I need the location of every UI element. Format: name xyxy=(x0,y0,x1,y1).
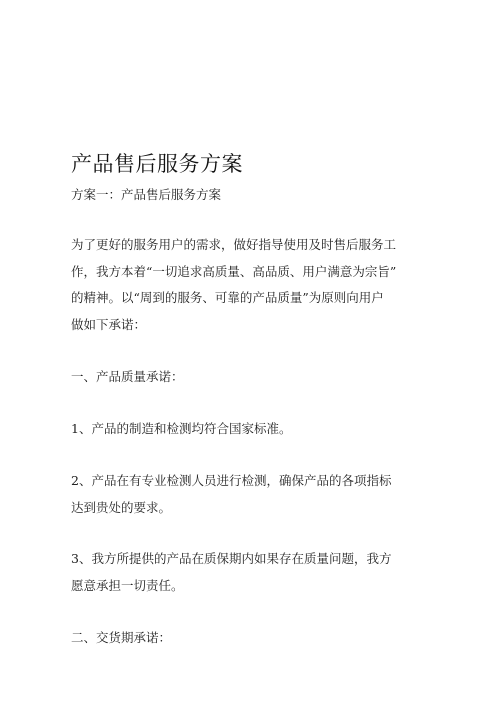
item-2-line: 达到贵处的要求。 xyxy=(71,499,172,515)
document-subtitle: 方案一：产品售后服务方案 xyxy=(71,187,222,202)
item-2-line: 2、产品在有专业检测人员进行检测，确保产品的各项指标 xyxy=(71,473,392,488)
section2-heading xyxy=(71,625,371,652)
section1-heading-text: 一、产品质量承诺： xyxy=(71,369,184,384)
intro-line: 作，我方本着“一切追求高质量、高品质、用户满意为宗旨” xyxy=(71,263,397,279)
intro-line: 做如下承诺： xyxy=(71,316,147,332)
intro-line: 的精神。以“周到的服务、可靠的产品质量”为原则向用户 xyxy=(71,290,384,305)
intro-line: 为了更好的服务用户的需求，做好指导使用及时售后服务工 xyxy=(71,237,397,252)
item-3 xyxy=(71,546,392,599)
item-1-text: 1、产品的制造和检测均符合国家标准。 xyxy=(71,421,292,436)
item-1 xyxy=(71,416,371,443)
item-2 xyxy=(71,468,392,521)
intro-paragraph xyxy=(71,232,397,338)
item-3-line: 3、我方所提供的产品在质保期内如果存在质量问题，我方 xyxy=(71,551,392,566)
document-title: 产品售后服务方案 xyxy=(71,152,243,176)
section1-heading xyxy=(71,364,371,391)
item-3-line: 愿意承担一切责任。 xyxy=(71,577,184,593)
section2-heading-text: 二、交货期承诺： xyxy=(71,630,172,645)
